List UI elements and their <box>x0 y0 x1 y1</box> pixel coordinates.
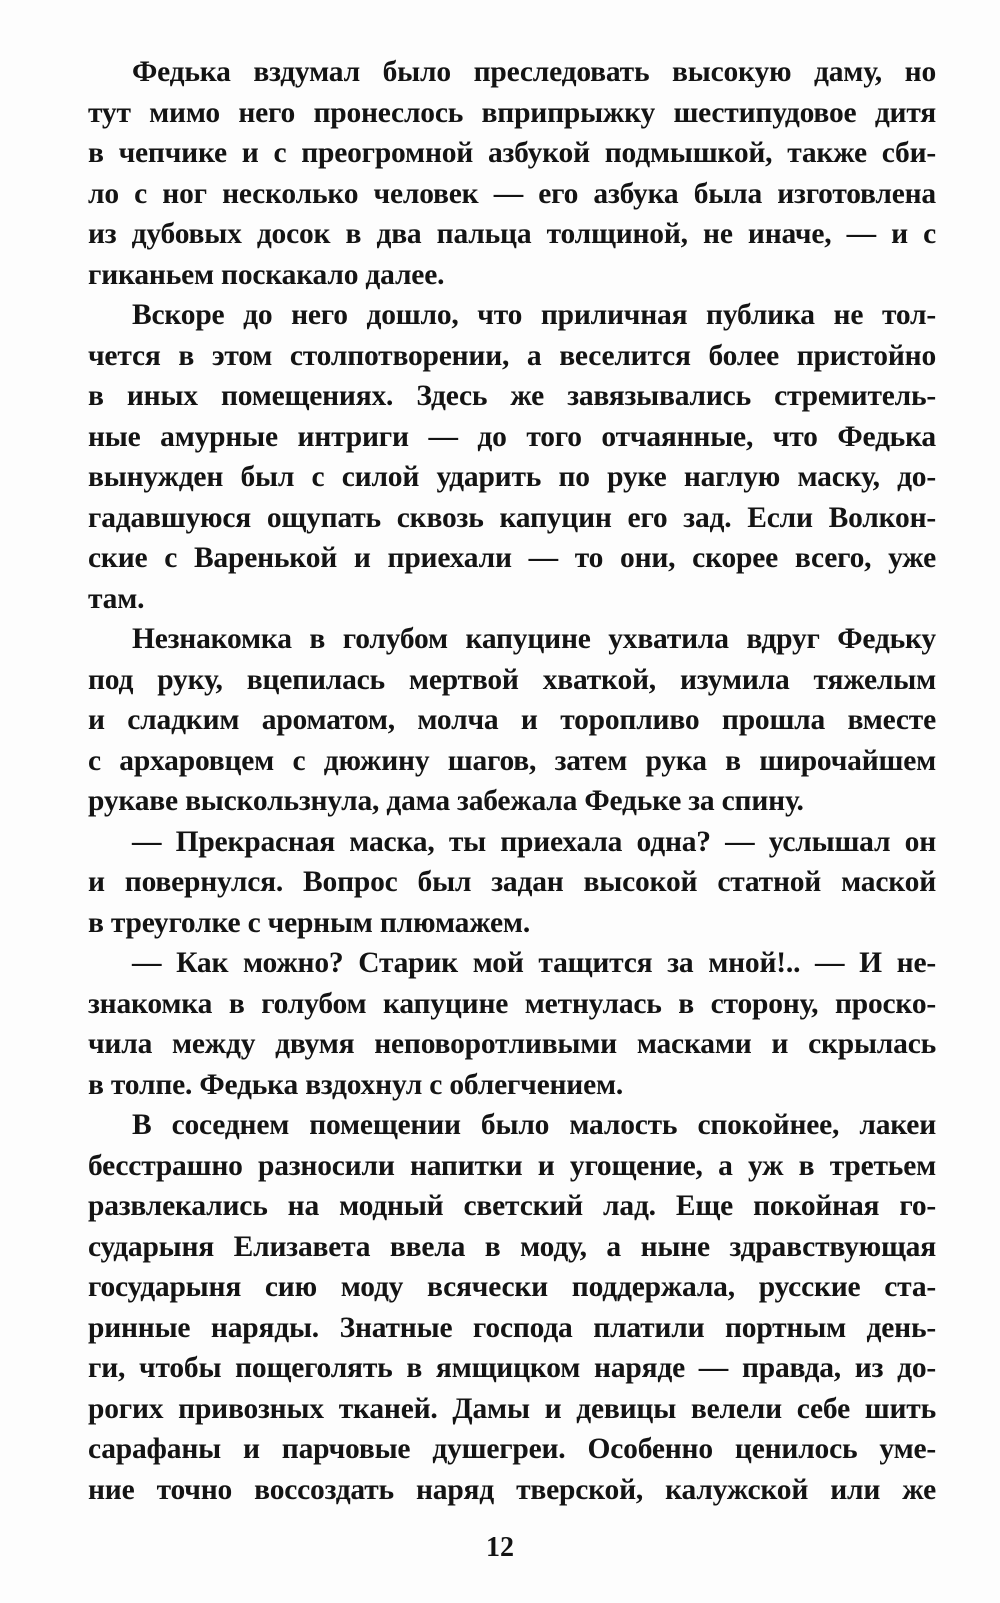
text-line: ло с ног несколько человек — его азбука была изготовлена <box>88 177 936 210</box>
text-line: в чепчике и с преогромной азбукой подмышкой, также сби- <box>88 137 936 169</box>
text-line: вынужден был с силой ударить по руке наглую маску, до- <box>88 461 936 493</box>
text-line: Незнакомка в голубом капуцине ухватила вдруг Федьку <box>132 623 936 655</box>
text-line: тут мимо него пронеслось вприпрыжку шестипудовое дитя <box>88 96 936 129</box>
text-line: под руку, вцепилась мертвой хваткой, изумила тяжелым <box>88 663 936 696</box>
text-line: в толпе. Федька вздохнул с облегчением. <box>88 1068 624 1101</box>
text-line: государыня сию моду всячески поддержала, русские ста- <box>88 1271 936 1303</box>
text-line: Вскоре до него дошло, что приличная публика не тол- <box>132 299 936 331</box>
text-line: В соседнем помещении было малость спокойнее, лакеи <box>132 1109 936 1141</box>
text-line: ги, чтобы пощеголять в ямщицком наряде — правда, из до- <box>88 1352 936 1384</box>
text-line: бесстрашно разносили напитки и угощение, а уж в третьем <box>88 1149 936 1182</box>
text-line: развлекались на модный светский лад. Еще покойная го- <box>88 1190 936 1222</box>
text-line: гиканьем поскакало далее. <box>88 258 445 291</box>
text-line: — Как можно? Старик мой тащится за мной!.. — И не- <box>132 947 936 979</box>
text-line: и повернулся. Вопрос был задан высокой статной маской <box>88 866 936 898</box>
text-line: в иных помещениях. Здесь же завязывались стремитель- <box>88 380 936 412</box>
text-line: ские с Варенькой и приехали — то они, скорее всего, уже <box>88 542 936 574</box>
text-line: ринные наряды. Знатные господа платили портным день- <box>88 1311 936 1344</box>
text-line: Федька вздумал было преследовать высокую даму, но <box>132 56 936 88</box>
text-line: гадавшуюся ощупать сквозь капуцин его зад. Если Волкон- <box>88 501 936 534</box>
page-number: 12 <box>486 1532 514 1563</box>
text-line: сарафаны и парчовые душегреи. Особенно ценилось уме- <box>88 1433 936 1465</box>
text-line: — Прекрасная маска, ты приехала одна? — услышал он <box>132 825 936 858</box>
text-line: с архаровцем с дюжину шагов, затем рука в широчайшем <box>88 744 936 777</box>
text-line: ные амурные интриги — до того отчаянные, что Федька <box>88 420 936 453</box>
text-line: рогих привозных тканей. Дамы и девицы велели себе шить <box>88 1392 936 1425</box>
text-line: знакомка в голубом капуцине метнулась в сторону, проско- <box>88 987 936 1020</box>
page-body-text <box>88 52 936 1510</box>
text-line: в треуголке с черным плюмажем. <box>88 906 530 939</box>
text-line: чила между двумя неповоротливыми масками и скрылась <box>88 1028 936 1060</box>
text-line: из дубовых досок в два пальца толщиной, не иначе, — и с <box>88 218 936 250</box>
text-line: рукаве выскользнула, дама забежала Федьке за спину. <box>88 785 804 817</box>
text-line: и сладким ароматом, молча и торопливо прошла вместе <box>88 704 936 736</box>
text-line: сударыня Елизавета ввела в моду, а ныне здравствующая <box>88 1230 936 1263</box>
text-line: чется в этом столпотворении, а веселится более пристойно <box>88 339 936 372</box>
text-line: ние точно воссоздать наряд тверской, калужской или же <box>88 1473 936 1506</box>
text-line: там. <box>88 582 145 615</box>
